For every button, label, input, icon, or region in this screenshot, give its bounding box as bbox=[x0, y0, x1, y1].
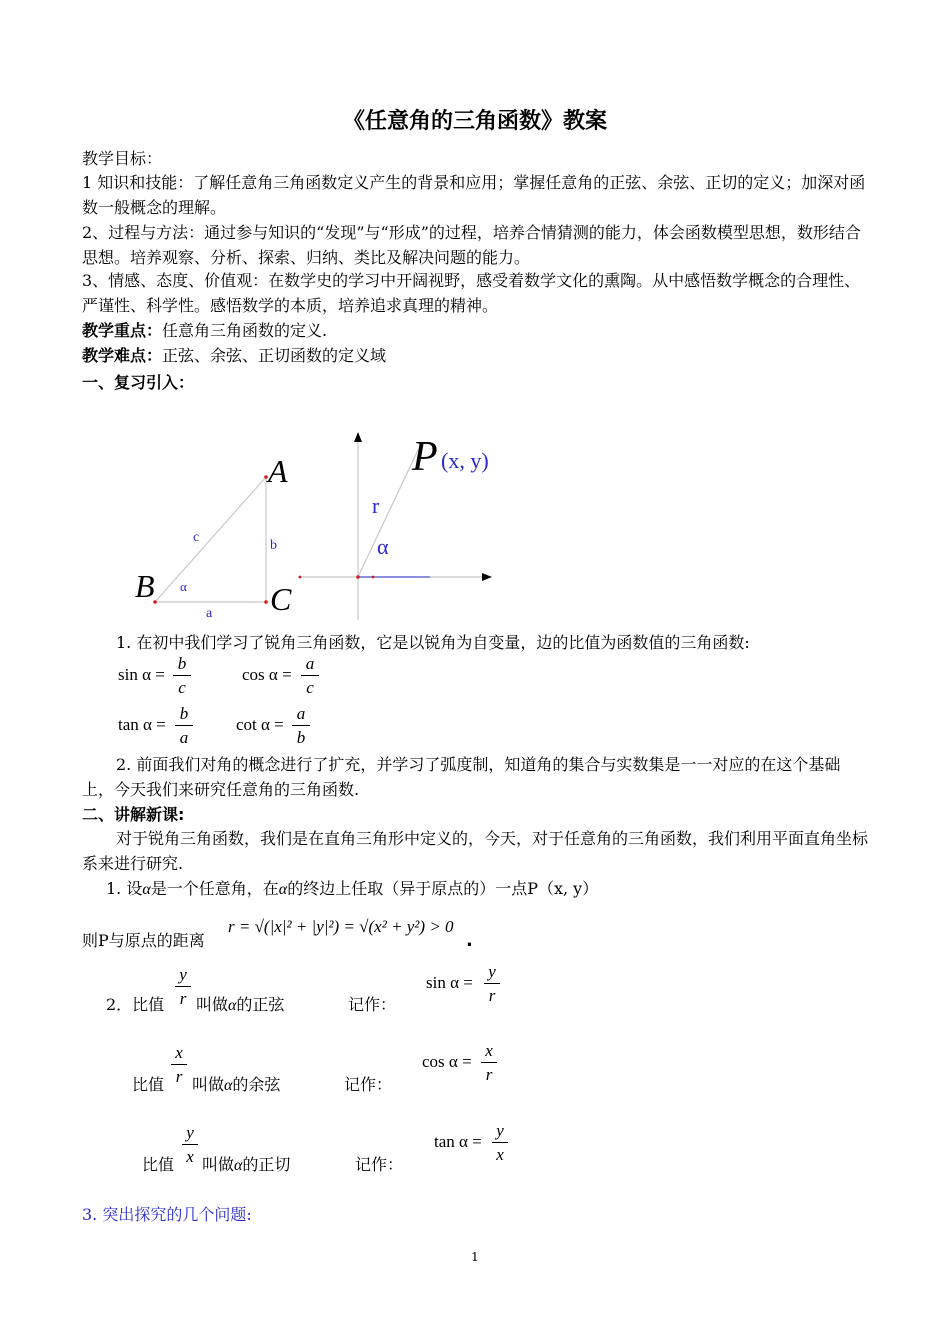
sine-definition-rest: 叫做α的正弦 bbox=[196, 995, 285, 1014]
radius-r-label: r bbox=[372, 493, 380, 518]
vertex-a-label: A bbox=[268, 453, 288, 489]
point-p-label: P bbox=[412, 434, 438, 480]
sin-formula-lhs: sin α = bbox=[118, 665, 165, 684]
new-lesson-intro: 对于锐角三角函数，我们是在直角三角形中定义的，今天，对于任意角的三角函数，我们利用平面直角坐标系来进行研究. bbox=[82, 829, 869, 873]
alpha-symbol: α bbox=[234, 1157, 243, 1174]
objective-knowledge: 1 知识和技能：了解任意角三角函数定义产生的背景和应用；掌握任意角的正弦、余弦、正切的定义；加深对函数一般概念的理解。 bbox=[82, 173, 866, 217]
side-b-label: b bbox=[270, 538, 277, 553]
step1-text-a: 1. 设 bbox=[106, 879, 143, 898]
difficulty bbox=[82, 343, 872, 368]
cosine-definition-rest: 叫做α的余弦 bbox=[192, 1075, 281, 1094]
tangent-formula-fraction: y x bbox=[492, 1121, 508, 1165]
objective-emotion: 3、情感、态度、价值观：在数学史的学习中开阔视野，感受着数学文化的熏陶。从中感悟数学概念的合理性、严谨性、科学性。感悟数学的本质，培养追求真理的精神。 bbox=[82, 271, 861, 315]
sine-definition bbox=[106, 992, 164, 1015]
distance-formula: r = √(|x|² + |y|²) = √(x² + y²) > 0 bbox=[228, 917, 454, 936]
key-point-text: 任意角三角函数的定义. bbox=[162, 321, 328, 340]
point-p-coords: (x, y) bbox=[441, 448, 489, 473]
side-c-label: c bbox=[193, 530, 200, 545]
difficulty-text: 正弦、余弦、正切函数的定义域 bbox=[162, 346, 387, 365]
tangent-definition-rest: 叫做α的正切 bbox=[202, 1155, 291, 1174]
sin-fraction: b c bbox=[173, 654, 191, 698]
cosine-formula-fraction: x r bbox=[481, 1041, 497, 1085]
alpha-symbol: α bbox=[224, 1077, 233, 1094]
difficulty-label: 教学难点： bbox=[82, 346, 163, 365]
key-point-label: 教学重点： bbox=[82, 321, 163, 340]
sine-prefix: 2．比值 bbox=[106, 995, 165, 1014]
cosine-prefix: 比值 bbox=[132, 1075, 165, 1094]
tan-fraction: b a bbox=[175, 704, 193, 748]
triangle-alpha-label: α bbox=[180, 579, 187, 594]
side-a-label: a bbox=[206, 606, 213, 621]
sine-formula-fraction: y r bbox=[484, 962, 500, 1006]
radian-extension-paragraph: 2. 前面我们对角的概念进行了扩充，并学习了弧度制，知道角的集合与实数集是一一对应的在这个基础上，今天我们来研究任意角的三角函数. bbox=[82, 755, 841, 799]
right-triangle bbox=[153, 475, 268, 604]
alpha-symbol: α bbox=[228, 997, 237, 1014]
key-point bbox=[82, 318, 872, 343]
acute-trig-intro: 1. 在初中我们学习了锐角三角函数，它是以锐角为自变量，边的比值为函数值的三角函数: bbox=[116, 633, 750, 652]
cosine-definition bbox=[132, 1072, 164, 1095]
distance-label: 则P与原点的距离 bbox=[82, 931, 205, 950]
vertex-b-label: B bbox=[135, 568, 155, 604]
explore-questions-heading: 3. 突出探究的几个问题: bbox=[82, 1205, 252, 1224]
cos-fraction: a c bbox=[301, 654, 319, 698]
sine-formula-lhs: sin α = bbox=[426, 973, 473, 992]
page-number: 1 bbox=[471, 1250, 479, 1264]
distance-statement bbox=[82, 930, 205, 952]
definition-step1 bbox=[106, 878, 598, 901]
step1-text-c: 的终边上任取（异于原点的）一点P（x, y） bbox=[287, 879, 599, 898]
tangent-definition bbox=[142, 1152, 174, 1175]
sine-notation-label: 记作： bbox=[348, 995, 397, 1014]
section1-heading: 一、复习引入： bbox=[82, 373, 195, 392]
tangent-prefix: 比值 bbox=[142, 1155, 175, 1174]
objectives-heading: 教学目标： bbox=[82, 149, 163, 168]
tangent-ratio-fraction: y x bbox=[182, 1123, 198, 1167]
triangle-and-axes-diagram bbox=[0, 420, 950, 630]
objective-process: 2、过程与方法：通过参与知识的“发现”与“形成”的过程，培养合情猜测的能力，体会函数模型思想，数形结合思想。培养观察、分析、探索、归纳、类比及解决问题的能力。 bbox=[82, 223, 861, 267]
cot-formula-lhs: cot α = bbox=[236, 715, 284, 734]
cosine-notation-label: 记作： bbox=[344, 1075, 393, 1094]
axes-alpha-label: α bbox=[377, 534, 389, 559]
cosine-formula-lhs: cos α = bbox=[422, 1052, 472, 1071]
distance-period: . bbox=[466, 930, 473, 951]
cosine-ratio-fraction: x r bbox=[171, 1043, 187, 1087]
cot-fraction: a b bbox=[292, 704, 310, 748]
alpha-symbol: α bbox=[142, 881, 151, 898]
section2-heading: 二、讲解新课: bbox=[82, 805, 185, 824]
step1-text-b: 是一个任意角，在 bbox=[150, 879, 279, 898]
tangent-notation-label: 记作： bbox=[355, 1155, 404, 1174]
tangent-formula-lhs: tan α = bbox=[434, 1132, 482, 1151]
tan-formula-lhs: tan α = bbox=[118, 715, 166, 734]
page-title: 《任意角的三角函数》教案 bbox=[342, 108, 607, 134]
cos-formula-lhs: cos α = bbox=[242, 665, 292, 684]
alpha-symbol: α bbox=[278, 881, 288, 898]
sine-ratio-fraction: y r bbox=[175, 965, 191, 1009]
vertex-c-label: C bbox=[270, 581, 292, 617]
